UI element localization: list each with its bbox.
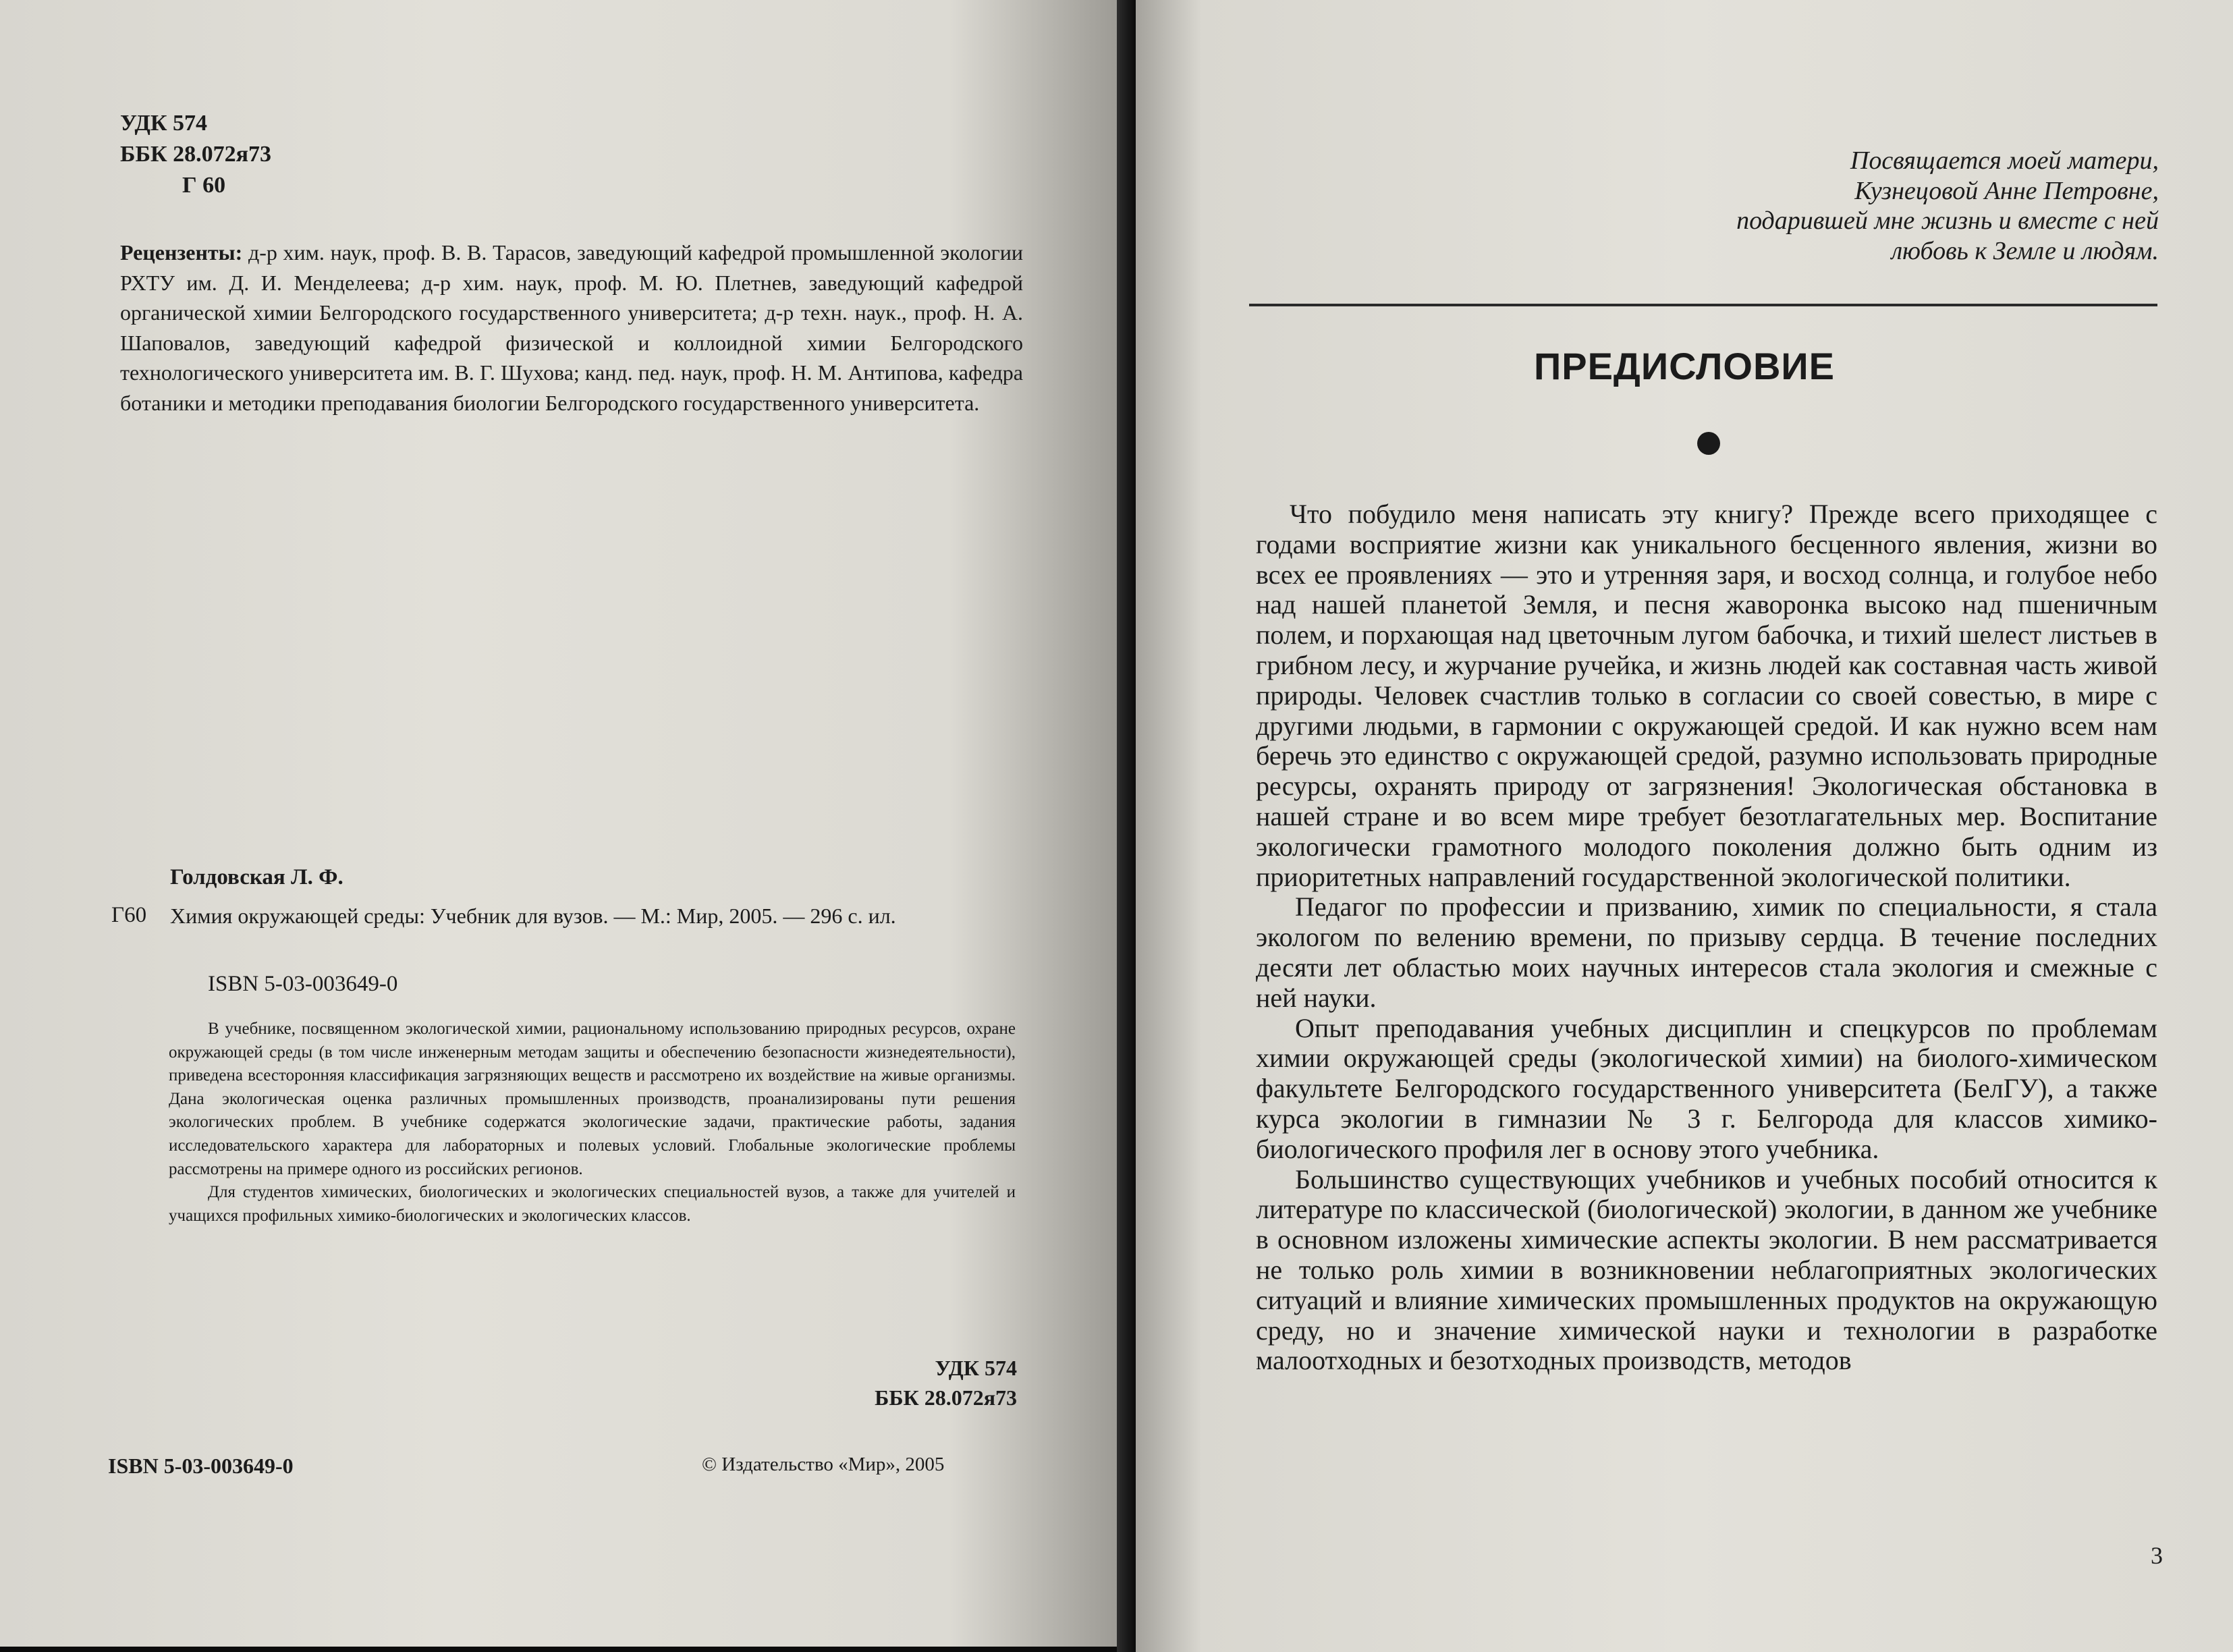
preface-paragraph: Опыт преподавания учебных дисциплин и спецкурсов по проблемам химии окружающей среды (экологической химии) на биолого-химическом факультете Белгородского государственного университета (БелГУ), а также курса экологии в гимназии № 3 г. Белгорода для классов химико-биологического профиля лег в основу этого учебника.: [1256, 1012, 2157, 1164]
reviewers-block: [120, 238, 1023, 418]
preface-paragraph: Что побудило меня написать эту книгу? Прежде всего приходящее с годами восприятие жизни как уникального бесценного явления, жизни во всех ее проявлениях — это и утренняя заря, и восход солнца, и голубое небо над нашей планетой Земля, и песня жаворонка высоко над пшеничным полем, и порхающая над цветочным лугом бабочка, и тихий шелест листьев в грибном лесу, и журчание ручейка, и жизнь людей как составная часть живой природы. Человек счастлив только в согласии со своей совестью, в мире с другими людьми, в гармонии с окружающей средой. И как нужно всем нам беречь это единство с окружающей средой, разумно использовать природные ресурсы, охранять природу от загрязнения! Экологическая обстановка в нашей стране и во всем мире требует безотлагательных мер. Воспитание экологически грамотного молодого поколения должно быть одним из приоритетных направлений государственной экологической политики.: [1256, 499, 2157, 892]
preface-paragraph: Педагог по профессии и призванию, химик по специальности, я стала экологом по велению времени, по призыву сердца. В течение последних десяти лет областью моих научных интересов стала экология и смежные с ней науки.: [1256, 891, 2157, 1013]
book-spine: [1117, 0, 1136, 1652]
bbk-code: ББК 28.072я73: [120, 142, 272, 167]
bullet-ornament: [1697, 432, 1720, 455]
bottom-udk: УДК 574: [935, 1356, 1017, 1380]
abstract-paragraph: Для студентов химических, биологических и экологических специальностей вузов, а также для учителей и учащихся профильных химико-биологических и экологических классов.: [169, 1183, 1016, 1225]
dedication: [1349, 146, 2159, 266]
dedication-line: Кузнецовой Анне Петровне,: [1854, 176, 2159, 205]
left-page: [0, 0, 1117, 1647]
page-number: 3: [2151, 1542, 2163, 1569]
bottom-isbn: ISBN 5-03-003649-0: [108, 1454, 294, 1478]
reviewers-text: д-р хим. наук, проф. В. В. Тарасов, заведующий кафедрой промышленной экологии РХТУ им. Д. И. Менделеева; д-р хим. наук, проф. М. Ю. Плетнев, заведующий кафедрой органической химии Белгородского государственного университета; д-р техн. наук., проф. Н. А. Шаповалов, заведующий кафедрой физической и коллоидной химии Белгородского технологического университета им. В. Г. Шухова; канд. пед. наук, проф. Н. М. Антипова, кафедра ботаники и методики преподавания биологии Белгородского государственного университета.: [120, 240, 1024, 415]
bibliographic-entry: Химия окружающей среды: Учебник для вузов. — М.: Мир, 2005. — 296 с. ил.: [170, 904, 896, 928]
chapter-heading: ПРЕДИСЛОВИЕ: [1533, 345, 1836, 387]
bottom-classification-codes: [875, 1353, 1017, 1412]
preface-paragraph: Большинство существующих учебников и учебных пособий относится к литературе по классической (биологической) экологии, в данном же учебнике в основном изложены химические аспекты экологии. В нем рассматривается не только роль химии в возникновении неблагоприятных экологических ситуаций и влияние химических промышленных продуктов на окружающую среду, но и значение химической науки и технологии в разработке малоотходных и безотходных производств, методов: [1256, 1163, 2157, 1376]
udk-code: УДК 574: [120, 111, 208, 136]
classification-codes: [120, 108, 271, 201]
abstract: [169, 1018, 1016, 1228]
reviewers-label: Рецензенты:: [120, 240, 243, 265]
copyright: © Издательство «Мир», 2005: [702, 1454, 945, 1475]
catalog-mark: Г60: [111, 903, 147, 927]
dedication-line: любовь к Земле и людям.: [1891, 236, 2159, 265]
right-page: [1136, 0, 2233, 1652]
isbn-line: ISBN 5-03-003649-0: [208, 972, 398, 996]
bottom-bbk: ББК 28.072я73: [875, 1385, 1017, 1410]
author-mark: Г 60: [182, 173, 226, 198]
abstract-paragraph: В учебнике, посвященном экологической химии, рациональному использованию природных ресурсов, охране окружающей среды (в том числе инженерным методам защиты и обеспечению безопасности жизнедеятельности), приведена всесторонняя классификация загрязняющих веществ и рассмотрено их воздействие на живые организмы. Дана экологическая оценка различных промышленных производств, проанализированы пути решения экологических проблем. В учебнике содержатся экологические задачи, практические работы, задания исследовательского характера для лабораторных и полевых условий. Глобальные экологические проблемы рассмотрены на примере одного из российских регионов.: [169, 1020, 1016, 1178]
dedication-line: подарившей мне жизнь и вместе с ней: [1736, 206, 2159, 235]
author-name: Голдовская Л. Ф.: [170, 865, 343, 889]
dedication-line: Посвящается моей матери,: [1850, 146, 2159, 175]
divider-rule: [1249, 304, 2157, 306]
preface-body: [1256, 499, 2157, 1376]
